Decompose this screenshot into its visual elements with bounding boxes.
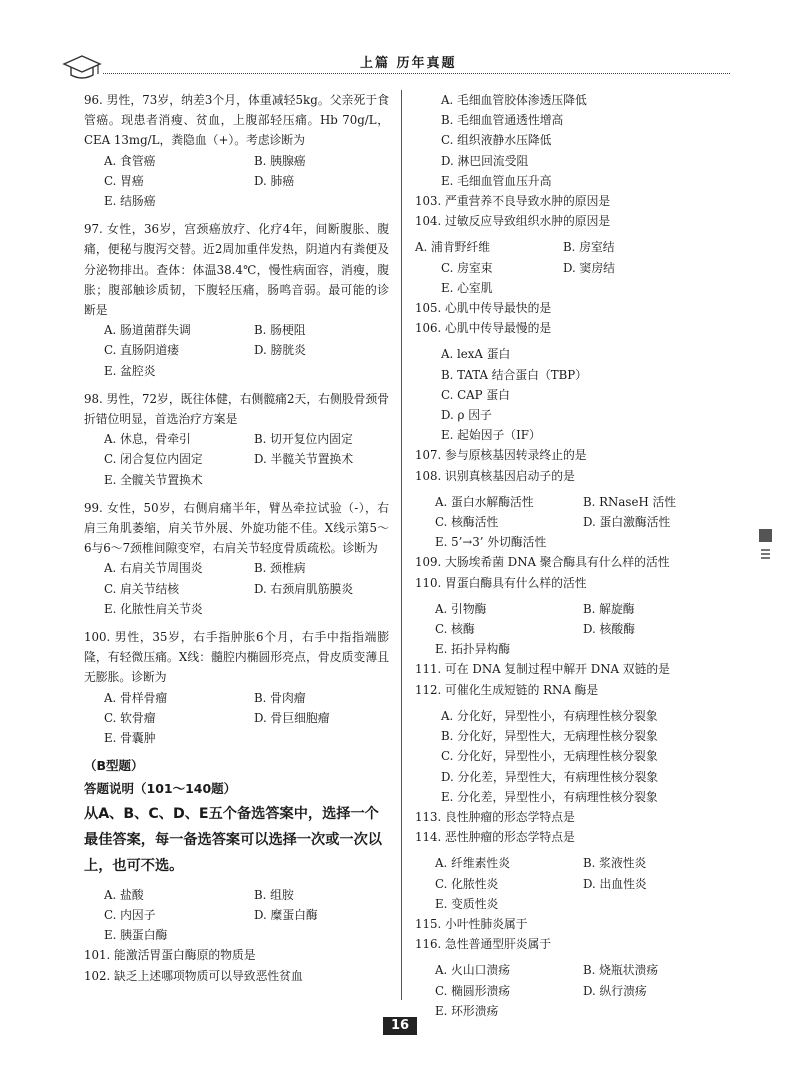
option: E. 环形溃疡 bbox=[435, 1003, 499, 1018]
option: A. 蛋白水解酶活性 bbox=[435, 494, 534, 509]
option: A. 火山口溃疡 bbox=[435, 963, 511, 978]
question-112: 112. 可催化生成短链的 RNA 酶是 bbox=[415, 682, 599, 697]
option: E. 结肠癌 bbox=[104, 194, 156, 209]
option: E. 拓扑异构酶 bbox=[435, 642, 511, 657]
option: C. 内因子 bbox=[104, 907, 156, 922]
option: A. 休息，骨牵引 bbox=[104, 432, 191, 447]
option: E. 心室肌 bbox=[441, 280, 493, 295]
option: C. 核酶活性 bbox=[435, 515, 499, 530]
option: D. 右颈肩肌筋膜炎 bbox=[254, 581, 354, 596]
option: B. 烧瓶状溃疡 bbox=[583, 963, 659, 978]
option: A. 引物酶 bbox=[435, 601, 487, 616]
option: C. 化脓性炎 bbox=[435, 876, 499, 891]
option: C. CAP 蛋白 bbox=[441, 387, 510, 402]
option: D. 出血性炎 bbox=[583, 876, 647, 891]
question-101: 101. 能激活胃蛋白酶原的物质是 bbox=[84, 948, 256, 963]
option: D. 核酸酶 bbox=[583, 622, 635, 637]
option-group-103 bbox=[441, 90, 715, 191]
option-group-109 bbox=[435, 492, 715, 553]
question-98: 98. 男性，72岁，既往体健，右侧髋痛2天，右侧股骨颈骨折错位明显，首选治疗方案是 A. 休息，骨牵引 B. 切开复位内固定 C. 闭合复位内固定 D. 半髋关节置换术 E. 全髋关节置换术 bbox=[84, 389, 389, 490]
graduation-cap-icon bbox=[62, 52, 102, 82]
section-heading: （B型题） bbox=[84, 758, 144, 774]
question-111: 111. 可在 DNA 复制过程中解开 DNA 双链的是 bbox=[415, 662, 670, 677]
option-group-107 bbox=[441, 344, 715, 445]
option: E. 骨囊肿 bbox=[104, 731, 156, 746]
instruction-text: 从A、B、C、D、E五个备选答案中，选择一个最佳答案，每一备选答案可以选择一次或一次以上，也可不选。 bbox=[84, 805, 382, 874]
option: C. 组织液静水压降低 bbox=[441, 133, 552, 148]
left-column bbox=[84, 90, 389, 986]
question-110: 110. 胃蛋白酶具有什么样的活性 bbox=[415, 575, 587, 590]
option: E. 分化差，异型性小，有病理性核分裂象 bbox=[441, 789, 658, 804]
option: B. 浆液性炎 bbox=[583, 856, 647, 871]
side-tab-stripes bbox=[761, 549, 770, 561]
option: A. 毛细血管胶体渗透压降低 bbox=[441, 93, 587, 107]
option: B. 组胺 bbox=[254, 887, 294, 902]
question-114: 114. 恶性肿瘤的形态学特点是 bbox=[415, 830, 575, 845]
option: D. 膀胱炎 bbox=[254, 343, 306, 358]
question-103: 103. 严重营养不良导致水肿的原因是 bbox=[415, 194, 611, 209]
option: A. 骨样骨瘤 bbox=[104, 690, 168, 705]
option: E. 盆腔炎 bbox=[104, 363, 156, 378]
question-106: 106. 心肌中传导最慢的是 bbox=[415, 321, 552, 336]
option: A. 纤维素性炎 bbox=[435, 856, 511, 871]
option: B. 胰腺癌 bbox=[254, 153, 306, 168]
question-97: 97. 女性，36岁，宫颈癌放疗、化疗4年，间断腹胀、腹痛，便秘与腹泻交替。近2周加重伴发热，阴道内有粪便及分泌物排出。查体：体温38.4℃，慢性病面容，消瘦，腹胀；腹部触诊质韧，下腹轻压痛，肠鸣音弱。最可能的诊断是 A. 肠道菌群失调 B. 肠梗阻 C. 直肠阴道瘘 D. 膀胱炎 E. 盆腔炎 bbox=[84, 219, 389, 381]
side-tab-marker bbox=[759, 529, 772, 542]
option: B. 切开复位内固定 bbox=[254, 432, 353, 447]
option: D. 窦房结 bbox=[563, 260, 615, 275]
option: E. 全髋关节置换术 bbox=[104, 472, 203, 487]
option: E. 起始因子（IF） bbox=[441, 428, 541, 443]
option: A. 盐酸 bbox=[104, 887, 144, 902]
question-107: 107. 参与原核基因转录终止的是 bbox=[415, 448, 587, 463]
option: C. 直肠阴道瘘 bbox=[104, 343, 180, 358]
option: B. 颈椎病 bbox=[254, 561, 306, 576]
option: B. 房室结 bbox=[563, 240, 615, 255]
option: A. 肠道菌群失调 bbox=[104, 323, 191, 338]
option: A. 右肩关节周围炎 bbox=[104, 561, 203, 576]
question-102: 102. 缺乏上述哪项物质可以导致恶性贫血 bbox=[84, 968, 303, 983]
option: A. 分化好，异型性小，有病理性核分裂象 bbox=[441, 708, 658, 723]
option-group-117 bbox=[435, 960, 715, 1021]
option: B. 肠梗阻 bbox=[254, 323, 306, 338]
option-group-105 bbox=[415, 237, 715, 298]
option: A. 食管癌 bbox=[104, 153, 156, 168]
option: B. 骨肉瘤 bbox=[254, 690, 306, 705]
option: D. ρ 因子 bbox=[441, 408, 492, 423]
option: B. 解旋酶 bbox=[583, 601, 635, 616]
question-104: 104. 过敏反应导致组织水肿的原因是 bbox=[415, 214, 611, 229]
option: C. 闭合复位内固定 bbox=[104, 452, 203, 467]
option: E. 化脓性肩关节炎 bbox=[104, 601, 203, 616]
option: C. 分化好，异型性小，无病理性核分裂象 bbox=[441, 749, 658, 764]
header-divider bbox=[103, 73, 730, 74]
option: E. 胰蛋白酶 bbox=[104, 928, 168, 943]
option: B. TATA 结合蛋白（TBP） bbox=[441, 367, 588, 382]
header-title: 上篇 历年真题 bbox=[360, 56, 457, 71]
option: C. 肩关节结核 bbox=[104, 581, 180, 596]
option: D. 淋巴回流受阻 bbox=[441, 153, 529, 168]
option: A. 浦肯野纤维 bbox=[415, 240, 491, 255]
question-96: 96. 男性，73岁，纳差3个月，体重减轻5kg。父亲死于食管癌。现患者消瘦、贫血，上腹部轻压痛。Hb 70g/L，CEA 13mg/L，粪隐血（+）。考虑诊断为 A. 食管癌 B. 胰腺癌 C. 胃癌 D. 肺癌 E. 结肠癌 bbox=[84, 90, 389, 211]
option: B. 毛细血管通透性增高 bbox=[441, 113, 564, 128]
question-109: 109. 大肠埃希菌 DNA 聚合酶具有什么样的活性 bbox=[415, 555, 670, 570]
option: A. lexA 蛋白 bbox=[441, 347, 511, 362]
option: E. 5’→3’ 外切酶活性 bbox=[435, 535, 547, 550]
right-column bbox=[415, 90, 715, 1021]
option: C. 软骨瘤 bbox=[104, 710, 156, 725]
column-divider bbox=[401, 90, 402, 1000]
option: B. 分化好，异型性大，无病理性核分裂象 bbox=[441, 729, 658, 744]
option: D. 肺癌 bbox=[254, 173, 295, 188]
option: C. 胃癌 bbox=[104, 173, 144, 188]
option: D. 半髋关节置换术 bbox=[254, 452, 354, 467]
question-100: 100. 男性，35岁，右手指肿胀6个月，右手中指指端膨隆，有轻微压痛。X线：髓腔内椭圆形亮点，骨皮质变薄且无膨胀。诊断为 A. 骨样骨瘤 B. 骨肉瘤 C. 软骨瘤 D. 骨巨细胞瘤 E. 骨囊肿 bbox=[84, 627, 389, 748]
option: D. 分化差，异型性大，有病理性核分裂象 bbox=[441, 769, 659, 784]
option: D. 蛋白激酶活性 bbox=[583, 515, 671, 530]
option: B. RNaseH 活性 bbox=[583, 494, 677, 509]
question-99: 99. 女性，50岁，右侧肩痛半年，臂丛牵拉试验（-），右肩三角肌萎缩，肩关节外展、外旋功能不佳。X线示第5～6与6～7颈椎间隙变窄，右肩关节轻度骨质疏松。诊断为 A. 右肩关节周围炎 B. 颈椎病 C. 肩关节结核 D. 右颈肩肌筋膜炎 E. 化脓性肩关节炎 bbox=[84, 498, 389, 619]
question-105: 105. 心肌中传导最快的是 bbox=[415, 301, 552, 316]
option: C. 房室束 bbox=[441, 260, 493, 275]
option: D. 骨巨细胞瘤 bbox=[254, 710, 330, 725]
option: D. 纵行溃疡 bbox=[583, 983, 647, 998]
option-group-101 bbox=[104, 885, 389, 946]
option-group-113 bbox=[441, 706, 715, 807]
question-108: 108. 识别真核基因启动子的是 bbox=[415, 468, 575, 483]
page-number: 16 bbox=[383, 1017, 417, 1035]
answer-note: 答题说明（101～140题） bbox=[84, 780, 237, 796]
option: C. 核酶 bbox=[435, 622, 475, 637]
option-group-111 bbox=[435, 599, 715, 660]
option: C. 椭圆形溃疡 bbox=[435, 983, 511, 998]
option-group-115 bbox=[435, 853, 715, 914]
option: D. 糜蛋白酶 bbox=[254, 907, 318, 922]
question-116: 116. 急性普通型肝炎属于 bbox=[415, 937, 552, 952]
question-113: 113. 良性肿瘤的形态学特点是 bbox=[415, 809, 575, 824]
option: E. 毛细血管血压升高 bbox=[441, 173, 552, 188]
option: E. 变质性炎 bbox=[435, 896, 499, 911]
page-header bbox=[0, 0, 800, 80]
question-115: 115. 小叶性肺炎属于 bbox=[415, 916, 528, 931]
